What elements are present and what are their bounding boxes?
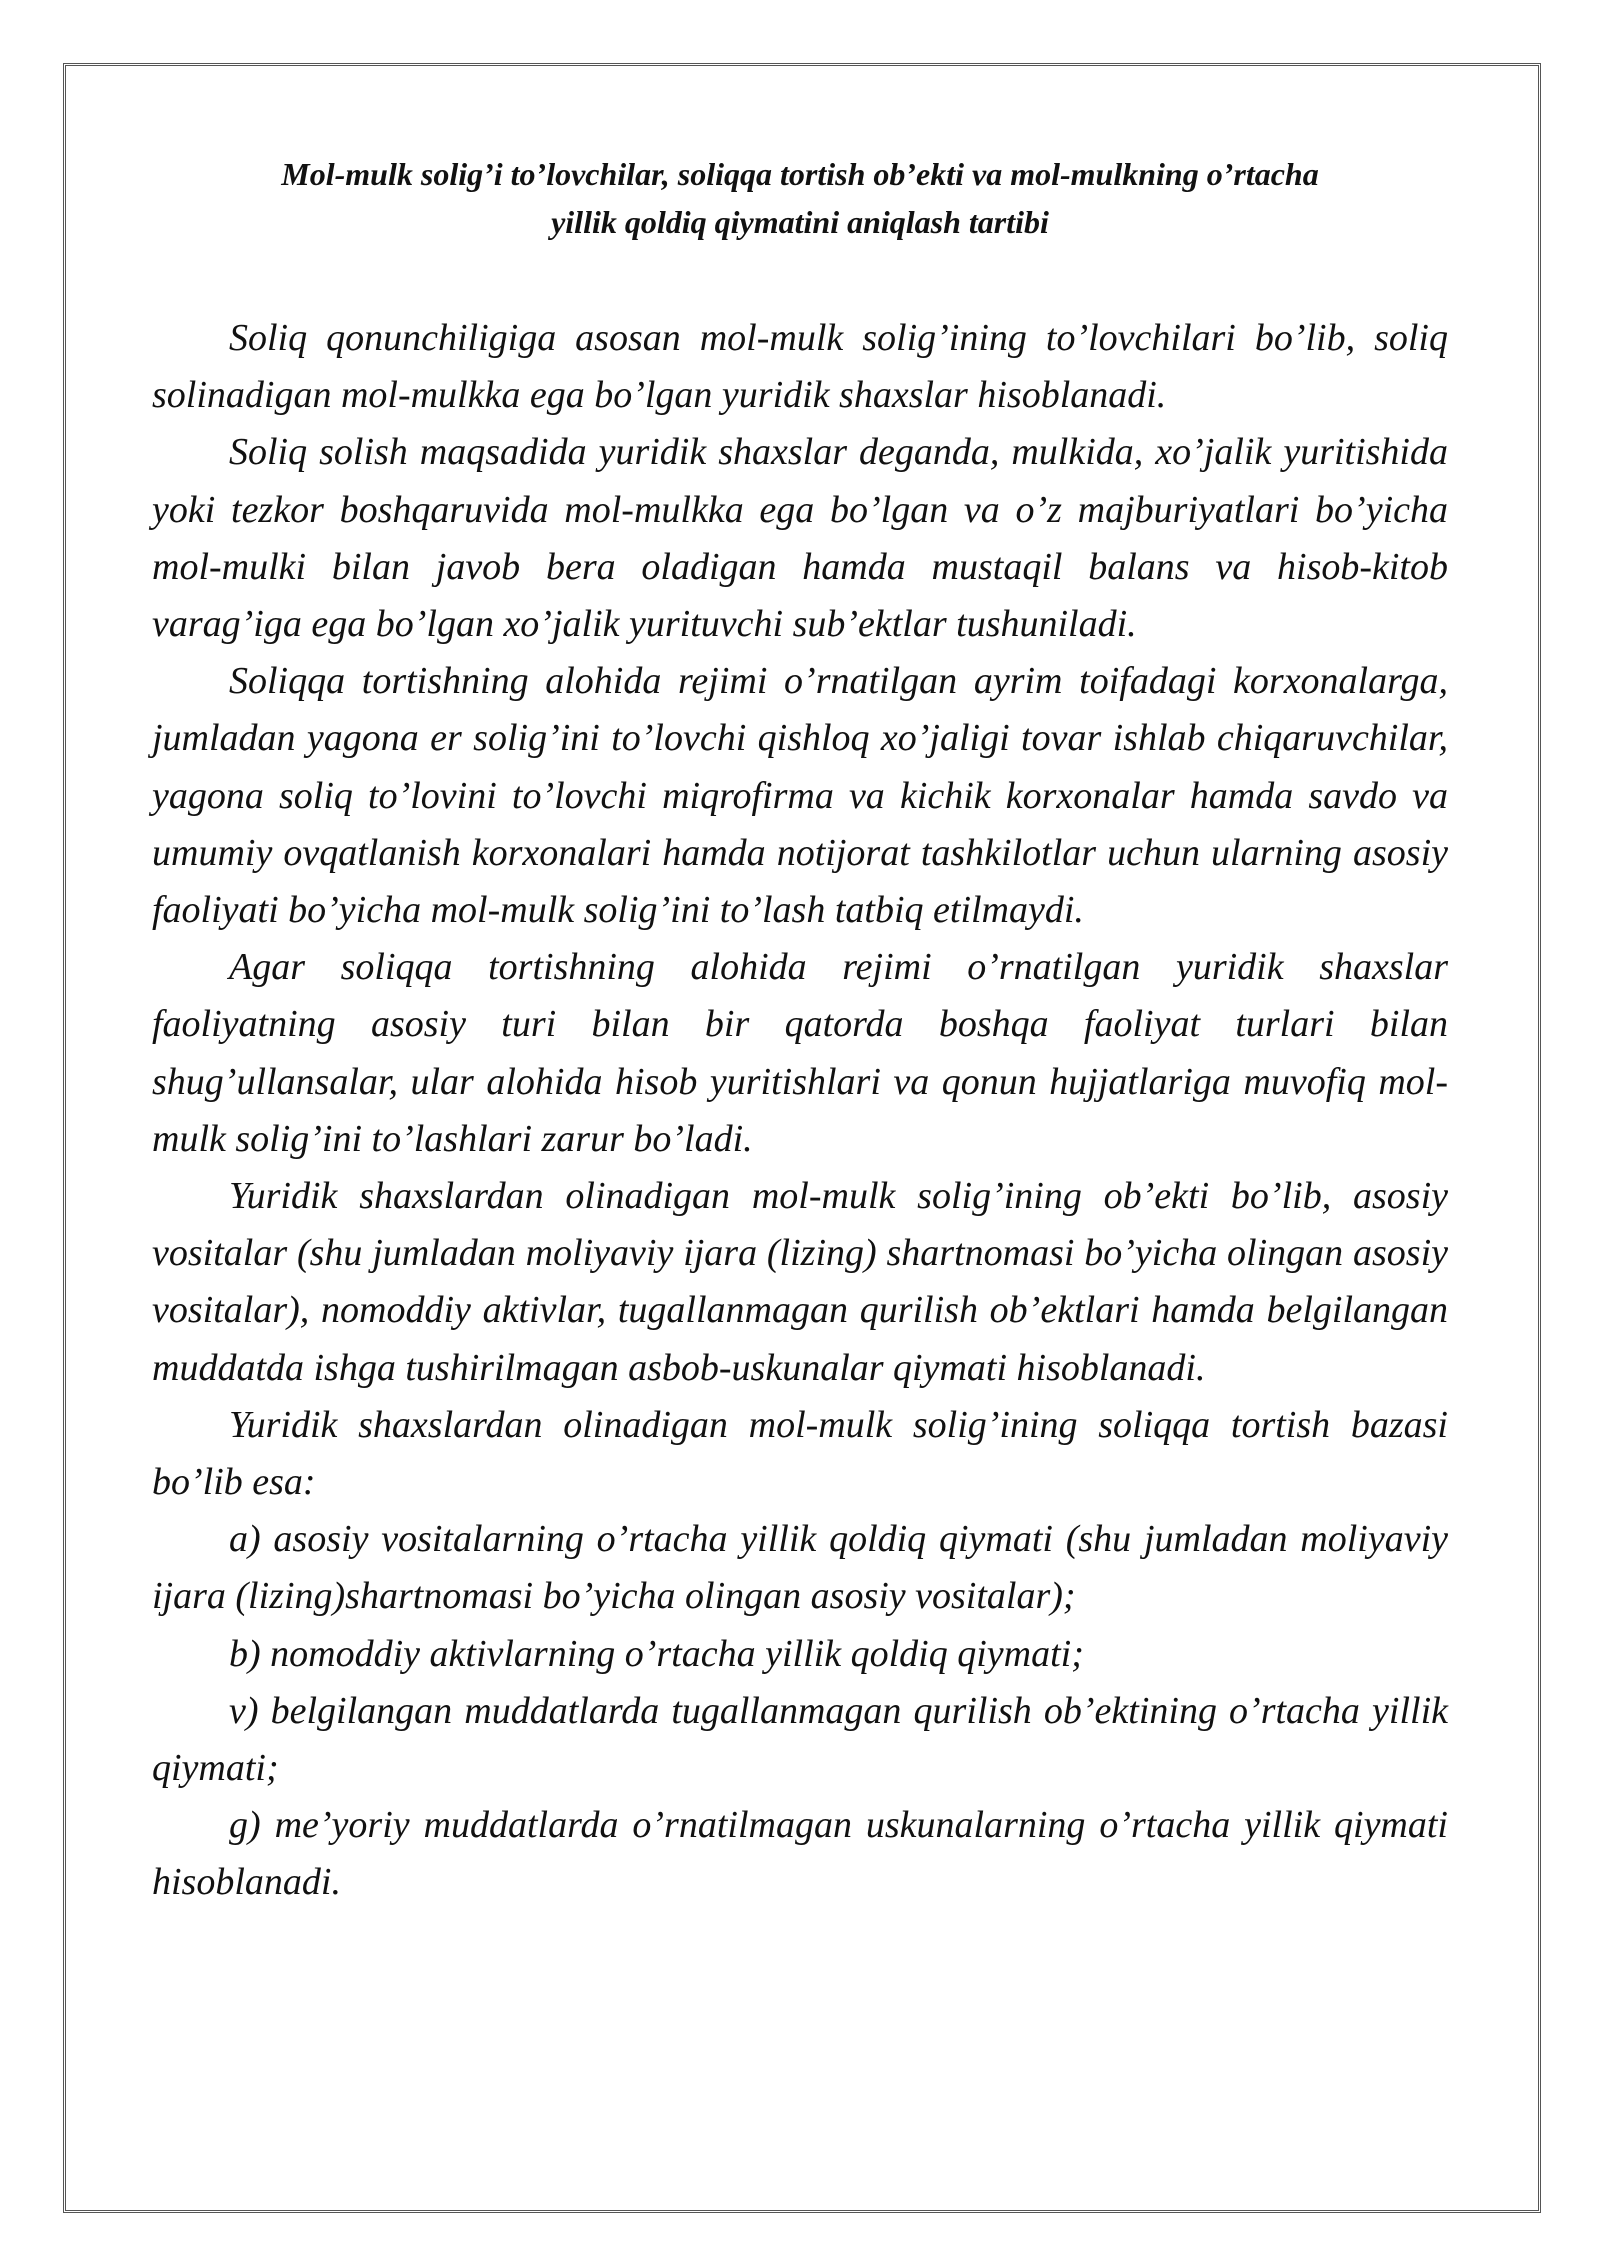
document-body xyxy=(152,310,1448,1912)
list-item-a: a) asosiy vositalarning o’rtacha yillik qoldiq qiymati (shu jumladan moliyaviy ijara (lizing)shartnomasi bo’yicha olingan asosiy vositalar); xyxy=(152,1518,1448,1618)
title-line: Mol-mulk solig’i to’lovchilar, soliqqa tortish ob’ekti va mol-mulkning o’rtacha xyxy=(281,156,1319,192)
paragraph-tax-base: Yuridik shaxslardan olinadigan mol-mulk solig’ining soliqqa tortish bazasi bo’lib esa: xyxy=(152,1403,1448,1504)
paragraph-payers: Soliq qonunchiligiga asosan mol-mulk solig’ining to’lovchilari bo’lib, soliq solinadigan mol-mulkka ega bo’lgan yuridik shaxslar hisoblanadi. xyxy=(152,317,1448,417)
list-item-b: b) nomoddiy aktivlarning o’rtacha yillik qoldiq qiymati; xyxy=(229,1632,1084,1675)
paragraph-tax-object: Yuridik shaxslardan olinadigan mol-mulk solig’ining ob’ekti bo’lib, asosiy vositalar (shu jumladan moliyaviy ijara (lizing) shartnomasi bo’yicha olingan asosiy vositalar), nomoddiy aktivlar, tugallanmagan qurilish ob’ektlari hamda belgilangan muddatda ishga tushirilmagan asbob-uskunalar qiymati hisoblanadi. xyxy=(152,1175,1448,1389)
list-item-v: v) belgilangan muddatlarda tugallanmagan qurilish ob’ektining o’rtacha yillik qiymati; xyxy=(152,1689,1448,1790)
list-item-g: g) me’yoriy muddatlarda o’rnatilmagan uskunalarning o’rtacha yillik qiymati hisoblanadi. xyxy=(152,1804,1448,1904)
paragraph-special-regime: Soliqqa tortishning alohida rejimi o’rnatilgan ayrim toifadagi korxonalarga, jumladan yagona er solig’ini to’lovchi qishloq xo’jaligi tovar ishlab chiqaruvchilar, yagona soliq to’lovini to’lovchi miqrofirma va kichik korxonalar hamda savdo va umumiy ovqatlanish korxonalari hamda notijorat tashkilotlar uchun ularning asosiy faoliyati bo’yicha mol-mulk solig’ini to’lash tatbiq etilmaydi. xyxy=(152,660,1448,932)
paragraph-legal-entities: Soliq solish maqsadida yuridik shaxslar deganda, mulkida, xo’jalik yuritishida yoki tezkor boshqaruvida mol-mulkka ega bo’lgan va o’z majburiyatlari bo’yicha mol-mulki bilan javob bera oladigan hamda mustaqil balans va hisob-kitob varag’iga ega bo’lgan xo’jalik yurituvchi sub’ektlar tushuniladi. xyxy=(152,431,1448,646)
paragraph-other-activities: Agar soliqqa tortishning alohida rejimi o’rnatilgan yuridik shaxslar faoliyatning asosiy turi bilan bir qatorda boshqa faoliyat turlari bilan shug’ullansalar, ular alohida hisob yuritishlari va qonun hujjatlariga muvofiq mol-mulk solig’ini to’lashlari zarur bo’ladi. xyxy=(152,946,1448,1160)
title-line: yillik qoldiq qiymatini aniqlash tartibi xyxy=(551,204,1049,240)
document-title xyxy=(150,150,1450,246)
